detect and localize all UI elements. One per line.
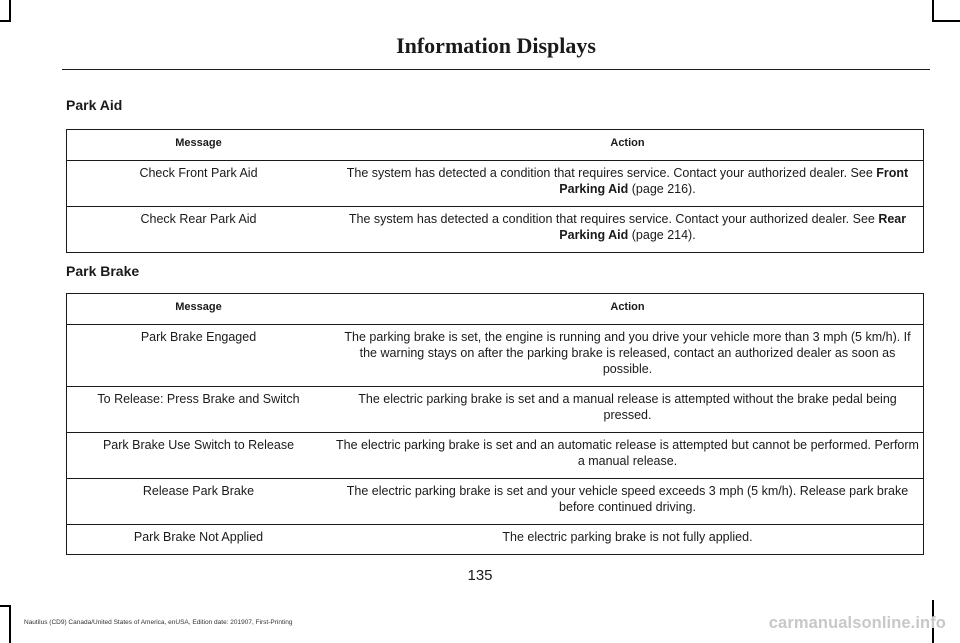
- column-header-message: Message: [66, 129, 331, 161]
- table-row: [66, 479, 924, 525]
- table-header-row: [66, 129, 924, 161]
- crop-mark-top-right-v: [932, 0, 934, 21]
- action-cell: The electric parking brake is set and a manual release is attempted without the brake pedal being pressed.: [331, 387, 924, 433]
- message-cell: Release Park Brake: [66, 479, 331, 525]
- crop-mark-bottom-left-v: [9, 605, 11, 643]
- page-number: 135: [467, 567, 493, 584]
- message-cell: Check Rear Park Aid: [66, 207, 331, 253]
- column-header-action: Action: [331, 129, 924, 161]
- park-brake-table: [66, 293, 924, 555]
- table-row: [66, 525, 924, 555]
- message-cell: To Release: Press Brake and Switch: [66, 387, 331, 433]
- table-row: [66, 433, 924, 479]
- crop-mark-top-left-h: [0, 20, 11, 22]
- table-row: [66, 325, 924, 387]
- watermark-logo: carmanualsonline.info: [768, 614, 946, 632]
- action-cell: The electric parking brake is set and your vehicle speed exceeds 3 mph (5 km/h). Release park brake before continued driving.: [331, 479, 924, 525]
- action-cell: [331, 161, 924, 207]
- action-cell: The parking brake is set, the engine is running and you drive your vehicle more than 3 mph (5 km/h). If the warning stays on after the parking brake is released, contact an authorized dealer as soon as possible.: [331, 325, 924, 387]
- park-aid-table: [66, 129, 924, 253]
- message-cell: Park Brake Use Switch to Release: [66, 433, 331, 479]
- page-reference: (page 214).: [628, 228, 696, 242]
- column-header-message: Message: [66, 293, 331, 325]
- table-row: [66, 161, 924, 207]
- message-cell: Park Brake Not Applied: [66, 525, 331, 555]
- message-cell: Check Front Park Aid: [66, 161, 331, 207]
- action-cell: [331, 207, 924, 253]
- table-row: [66, 387, 924, 433]
- section-title-park-aid: Park Aid: [66, 97, 123, 113]
- page-header-title: Information Displays: [396, 33, 596, 58]
- action-cell: The electric parking brake is set and an automatic release is attempted but cannot be performed. Perform a manual release.: [331, 433, 924, 479]
- crop-mark-top-right-h: [932, 20, 960, 22]
- header-rule: [62, 69, 930, 70]
- table-header-row: [66, 293, 924, 325]
- crop-mark-top-left-v: [9, 0, 11, 21]
- edition-footer: Nautilus (CD9) Canada/United States of America, enUSA, Edition date: 201907, First-Printing: [24, 619, 293, 626]
- action-text: The system has detected a condition that requires service. Contact your authorized dealer. See: [346, 166, 877, 180]
- page-reference: (page 216).: [628, 182, 696, 196]
- action-cell: The electric parking brake is not fully applied.: [331, 525, 924, 555]
- cross-reference-link[interactable]: Front Parking Aid: [559, 166, 909, 196]
- section-title-park-brake: Park Brake: [66, 263, 140, 279]
- crop-mark-bottom-left-h: [0, 605, 11, 607]
- message-cell: Park Brake Engaged: [66, 325, 331, 387]
- table-row: [66, 207, 924, 253]
- cross-reference-link[interactable]: Rear Parking Aid: [559, 212, 907, 242]
- action-text: The system has detected a condition that requires service. Contact your authorized dealer. See: [348, 212, 879, 226]
- column-header-action: Action: [331, 293, 924, 325]
